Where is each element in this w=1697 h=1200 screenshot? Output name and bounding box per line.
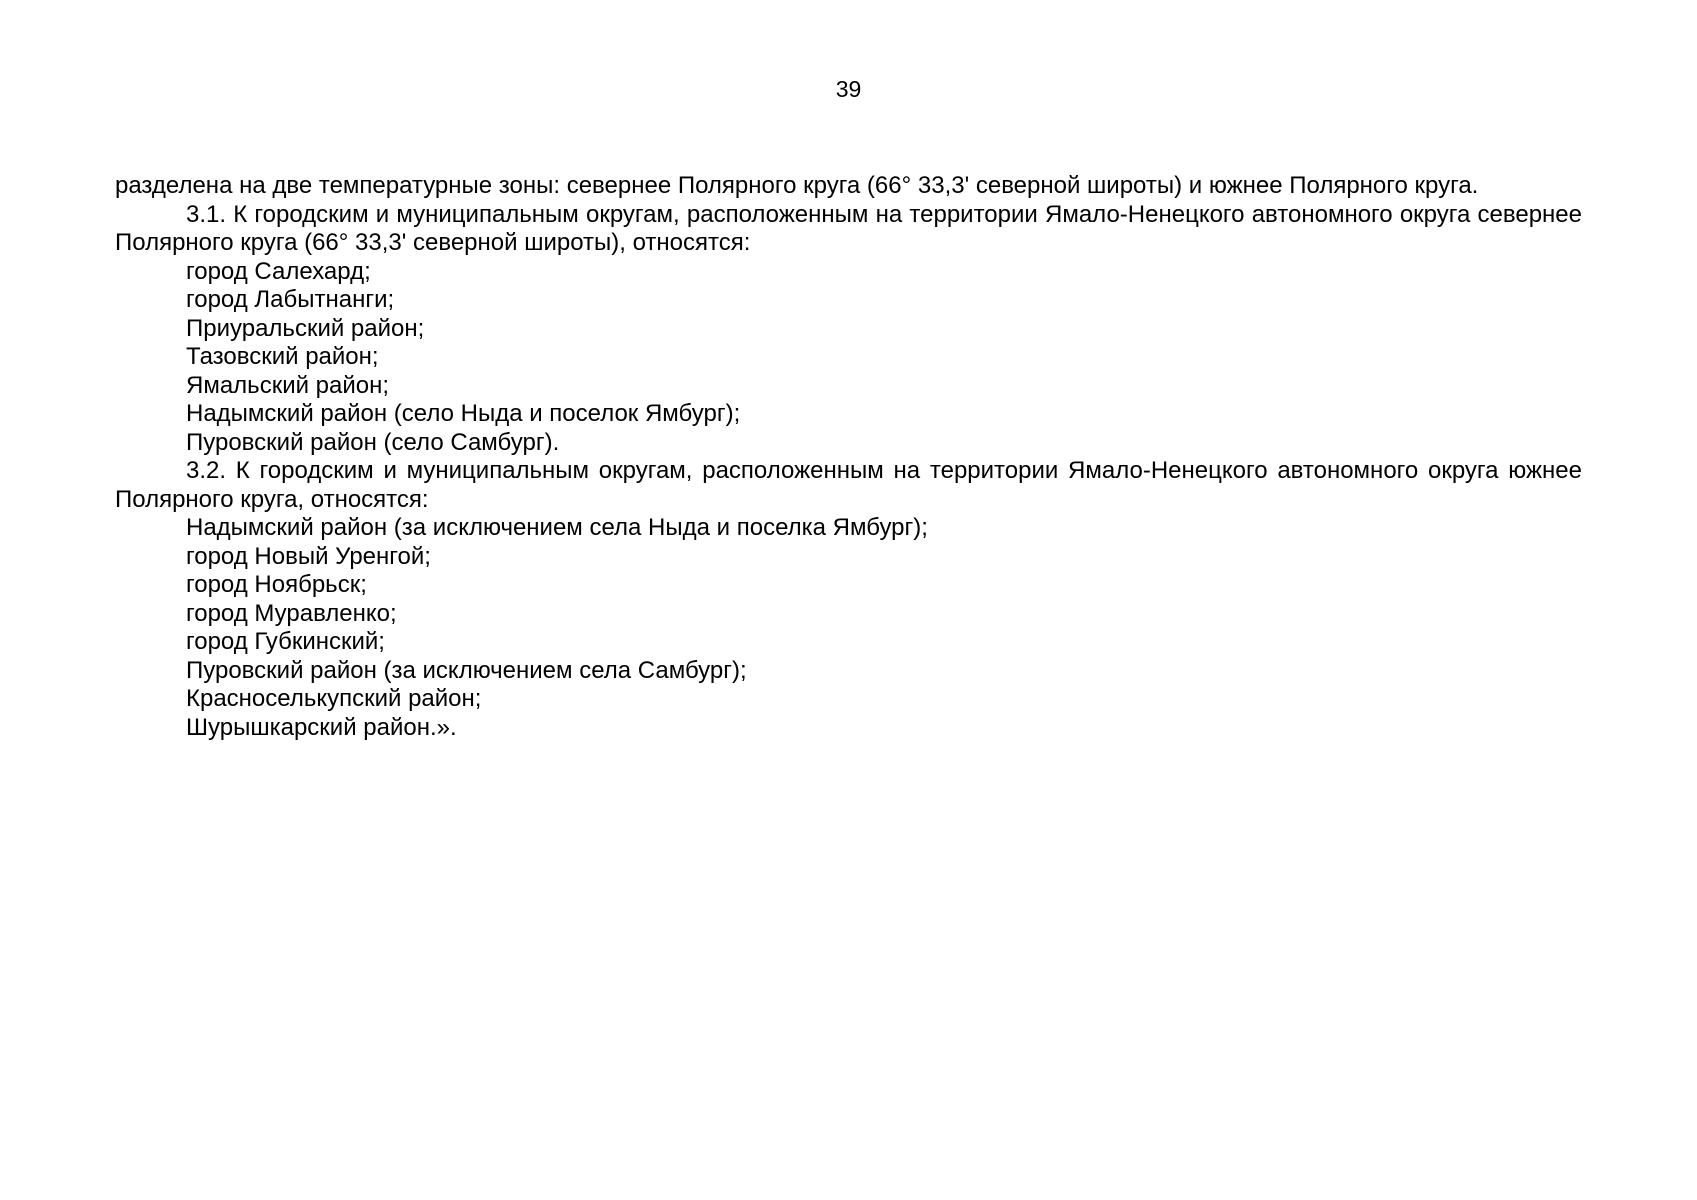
list-item: город Новый Уренгой; (186, 542, 431, 570)
list-item: Ямальский район; (186, 371, 390, 399)
page-number: 39 (835, 76, 862, 102)
list-item: город Ноябрьск; (186, 571, 367, 598)
list-item: Шурышкарский район.». (186, 713, 457, 741)
list-item: город Салехард; (186, 257, 371, 285)
section-3-1-list (115, 258, 1582, 458)
section-3-1-heading: 3.1. К городским и муниципальным округам, расположенным на территории Ямало-Ненецкого автономного округа севернее Полярного круга (66° 33,3' северной широты), относятся: (115, 200, 1582, 256)
list-item: Пуровский район (село Самбург). (186, 428, 560, 456)
list-item: город Лабытнанги; (186, 286, 395, 313)
list-item: Тазовский район; (186, 343, 379, 370)
list-item: Надымский район (за исключением села Ныда и поселка Ямбург); (186, 514, 928, 541)
list-item: Красноселькупский район; (186, 685, 482, 712)
list-item: город Муравленко; (186, 599, 397, 627)
list-item: Приуральский район; (186, 314, 425, 342)
document-body (115, 172, 1582, 742)
list-item: Надымский район (село Ныда и поселок Ямбург); (186, 400, 741, 427)
intro-paragraph: разделена на две температурные зоны: севернее Полярного круга (66° 33,3' северной широты) и южнее Полярного круга. (115, 172, 1479, 199)
section-3-2-list (115, 514, 1582, 742)
list-item: Пуровский район (за исключением села Самбург); (186, 656, 747, 684)
list-item: город Губкинский; (186, 628, 385, 655)
section-3-2-heading: 3.2. К городским и муниципальным округам, расположенным на территории Ямало-Ненецкого автономного округа южнее Полярного круга, относятся: (115, 457, 1582, 513)
